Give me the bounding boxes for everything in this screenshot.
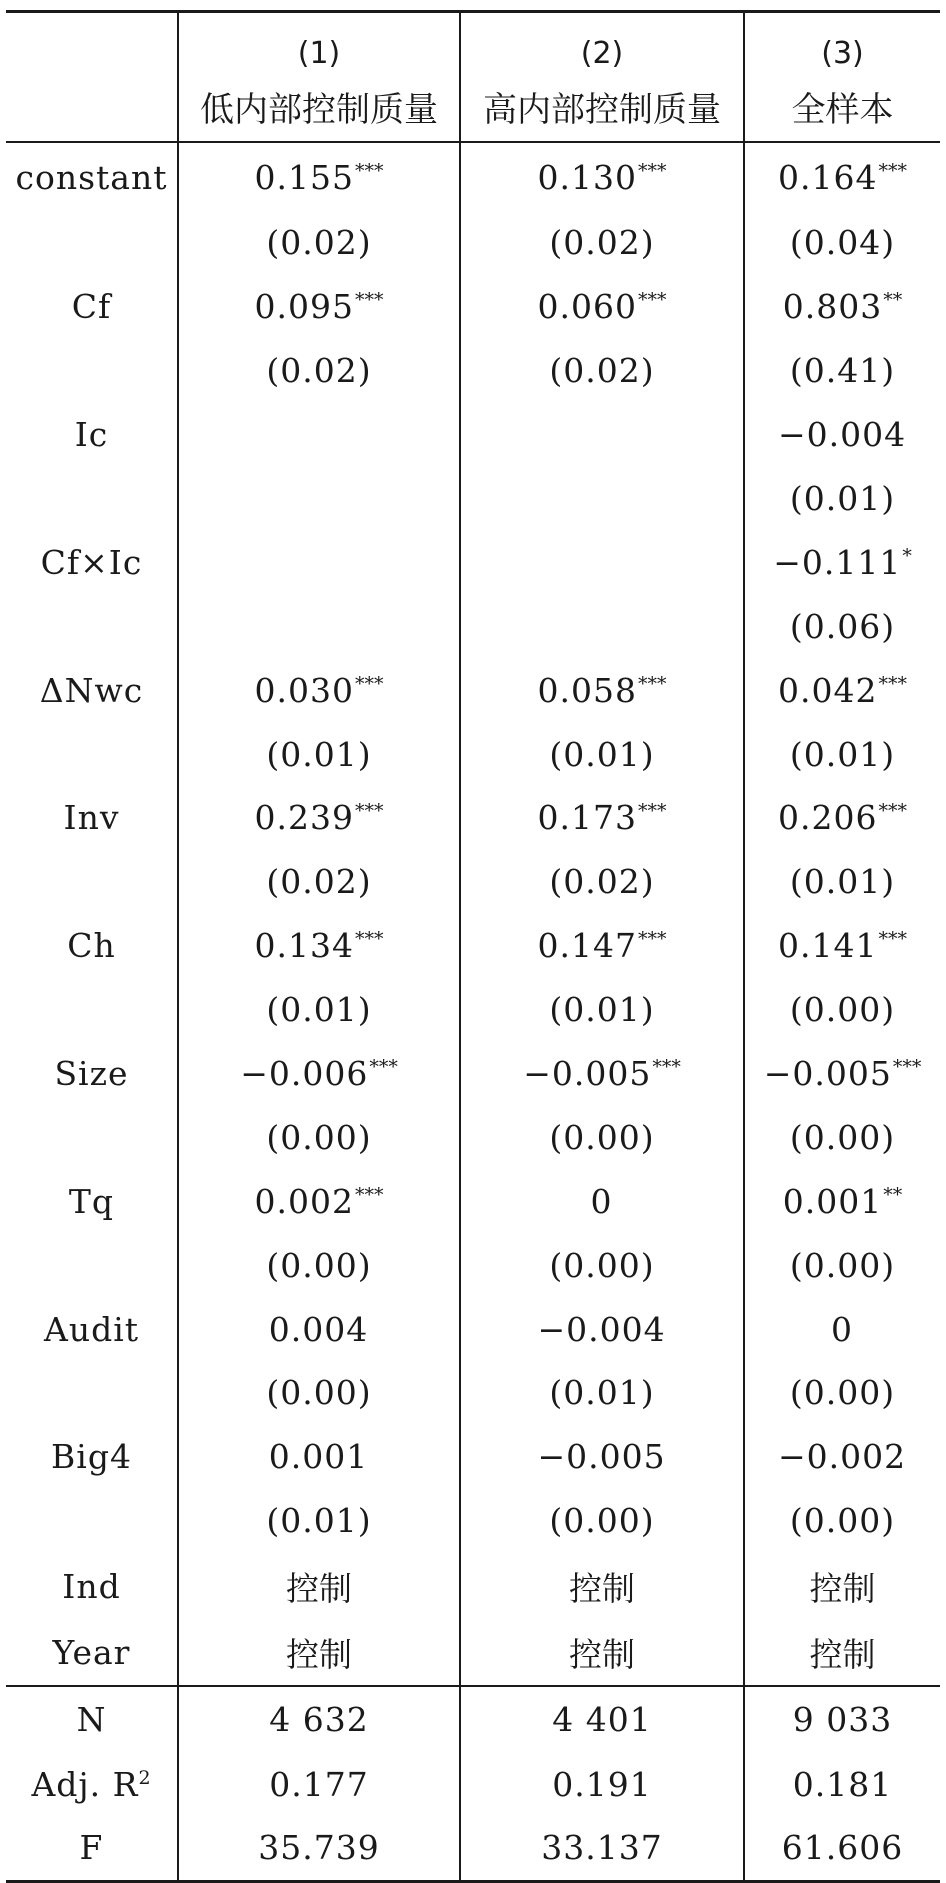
coefficient-value: 0.147 <box>537 926 637 966</box>
variable-label: Inv <box>6 786 178 850</box>
coefficient-value: 0.164 <box>778 157 878 197</box>
control-label: Year <box>6 1621 178 1686</box>
empty-label-cell <box>6 467 178 531</box>
table-row <box>6 722 940 786</box>
table-row <box>6 1042 940 1106</box>
stat-value: 0.181 <box>792 1764 893 1804</box>
standard-error-cell: (0.00) <box>789 1373 896 1413</box>
variable-label: Tq <box>6 1169 178 1233</box>
coefficient-cell <box>744 786 940 850</box>
coefficient-value: 0.130 <box>537 157 637 197</box>
coefficient-value: 0.206 <box>778 798 878 838</box>
stat-value: 4 401 <box>460 1686 744 1753</box>
significance-stars: *** <box>878 928 907 951</box>
stat-value: 9 033 <box>744 1686 940 1753</box>
variable-label: Ic <box>6 403 178 467</box>
coefficient-value: −0.005 <box>537 1437 666 1477</box>
significance-stars: *** <box>637 928 667 951</box>
coefficient-cell <box>178 403 460 467</box>
table-row <box>6 658 940 722</box>
header-corner <box>6 12 178 72</box>
coefficient-value: −0.111 <box>773 542 902 582</box>
coefficient-cell <box>744 142 940 211</box>
table-row <box>6 1489 940 1553</box>
coefficient-cell <box>744 275 940 339</box>
significance-stars: ** <box>883 289 903 312</box>
coefficient-cell <box>178 530 460 594</box>
standard-error-cell: (0.01) <box>789 734 896 774</box>
standard-error-cell: (0.00) <box>789 990 896 1030</box>
control-label: Ind <box>6 1553 178 1621</box>
significance-stars: *** <box>637 159 667 182</box>
standard-error-cell: (0.02) <box>178 339 460 403</box>
significance-stars: *** <box>637 672 667 695</box>
standard-error-cell: (0.00) <box>789 1245 896 1285</box>
coefficient-cell <box>744 530 940 594</box>
stat-value: 0.177 <box>178 1753 460 1817</box>
coefficient-value: 0.004 <box>268 1309 369 1349</box>
coefficient-rows <box>6 142 940 1553</box>
significance-stars: *** <box>354 159 384 182</box>
control-value: 控制 <box>460 1553 744 1621</box>
standard-error-cell: (0.02) <box>178 850 460 914</box>
stat-value: 35.739 <box>178 1816 460 1881</box>
column-name: 全样本 <box>744 71 940 142</box>
empty-label-cell <box>6 339 178 403</box>
standard-error-cell: (0.01) <box>789 862 896 902</box>
table-row <box>6 339 940 403</box>
significance-stars: *** <box>892 1056 922 1079</box>
table-row <box>6 1816 940 1881</box>
table-row <box>6 786 940 850</box>
coefficient-value: 0.060 <box>537 287 637 327</box>
coefficient-cell <box>744 1169 940 1233</box>
stat-label-text: Adj. R <box>31 1764 139 1804</box>
coefficient-cell <box>178 142 460 211</box>
coefficient-value: 0 <box>831 1309 853 1349</box>
standard-error-cell: (0.02) <box>460 211 744 275</box>
coefficient-value: 0.030 <box>254 670 354 710</box>
empty-label-cell <box>6 722 178 786</box>
coefficient-value: 0.141 <box>778 926 878 966</box>
coefficient-cell <box>460 142 744 211</box>
table-row <box>6 1621 940 1686</box>
coefficient-cell <box>744 1297 940 1361</box>
header-corner <box>6 71 178 142</box>
variable-label: Big4 <box>6 1425 178 1489</box>
table-row <box>6 1169 940 1233</box>
empty-label-cell <box>6 1105 178 1169</box>
significance-stars: *** <box>369 1056 398 1079</box>
standard-error-cell: (0.01) <box>789 479 896 518</box>
standard-error-cell <box>460 467 744 531</box>
standard-error-cell: (0.02) <box>460 339 744 403</box>
table-row <box>6 1233 940 1297</box>
significance-stars: *** <box>878 800 907 823</box>
empty-label-cell <box>6 978 178 1042</box>
significance-stars: *** <box>354 672 384 695</box>
significance-stars: *** <box>354 928 384 951</box>
column-name: 高内部控制质量 <box>460 71 744 142</box>
standard-error-cell: (0.00) <box>789 1501 896 1541</box>
coefficient-cell <box>460 1297 744 1361</box>
column-number: (2) <box>460 12 744 72</box>
coefficient-cell <box>460 1169 744 1233</box>
empty-label-cell <box>6 1361 178 1425</box>
coefficient-value: −0.004 <box>777 415 907 455</box>
column-number: (1) <box>178 12 460 72</box>
table-row <box>6 1361 940 1425</box>
standard-error-cell: (0.00) <box>178 1361 460 1425</box>
coefficient-cell <box>460 914 744 978</box>
coefficient-cell <box>178 914 460 978</box>
variable-label: constant <box>6 142 178 211</box>
table-row <box>6 275 940 339</box>
standard-error-cell <box>178 594 460 658</box>
standard-error-cell: (0.41) <box>789 351 896 391</box>
coefficient-value: −0.005 <box>523 1054 652 1094</box>
coefficient-value: 0.803 <box>782 287 883 327</box>
stat-value: 0.191 <box>460 1753 744 1817</box>
stat-value: 33.137 <box>460 1816 744 1881</box>
empty-label-cell <box>6 1233 178 1297</box>
table-row <box>6 467 940 531</box>
table-row <box>6 1297 940 1361</box>
column-number: (3) <box>821 36 864 71</box>
superscript: 2 <box>138 1766 152 1789</box>
summary-statistics <box>6 1686 940 1882</box>
coefficient-cell <box>460 403 744 467</box>
standard-error-cell: (0.01) <box>460 1361 744 1425</box>
table-row <box>6 850 940 914</box>
standard-error-cell: (0.02) <box>460 850 744 914</box>
table-row <box>6 142 940 211</box>
coefficient-value: 0.134 <box>254 926 354 966</box>
variable-label: Audit <box>6 1297 178 1361</box>
table-header <box>6 12 940 143</box>
standard-error-cell: (0.00) <box>460 1489 744 1553</box>
standard-error-cell: (0.00) <box>178 1233 460 1297</box>
coefficient-cell <box>178 1425 460 1489</box>
table-row <box>6 530 940 594</box>
standard-error-cell: (0.00) <box>178 1105 460 1169</box>
table-row <box>6 1105 940 1169</box>
significance-stars: *** <box>637 289 667 312</box>
coefficient-cell <box>460 658 744 722</box>
coefficient-value: 0.155 <box>254 157 354 197</box>
standard-error-cell: (0.01) <box>460 722 744 786</box>
variable-label: Cf <box>6 275 178 339</box>
table-row <box>6 211 940 275</box>
table-row <box>6 1425 940 1489</box>
coefficient-value: 0.042 <box>778 670 878 710</box>
stat-label-f: F <box>6 1816 178 1881</box>
coefficient-cell <box>178 786 460 850</box>
significance-stars: ** <box>883 1183 903 1206</box>
coefficient-cell <box>460 1042 744 1106</box>
standard-error-cell: (0.06) <box>789 606 896 646</box>
standard-error-cell: (0.01) <box>460 978 744 1042</box>
significance-stars: *** <box>637 800 667 823</box>
coefficient-cell <box>460 275 744 339</box>
control-value: 控制 <box>809 1635 876 1675</box>
coefficient-cell <box>460 786 744 850</box>
table-row <box>6 403 940 467</box>
coefficient-value: 0.001 <box>268 1437 369 1477</box>
variable-label: Ch <box>6 914 178 978</box>
coefficient-cell <box>744 914 940 978</box>
standard-error-cell: (0.00) <box>460 1233 744 1297</box>
coefficient-value: −0.006 <box>240 1054 369 1094</box>
coefficient-value: 0.173 <box>537 798 637 838</box>
standard-error-cell <box>178 467 460 531</box>
control-value: 控制 <box>178 1553 460 1621</box>
coefficient-cell <box>178 1169 460 1233</box>
coefficient-value: −0.005 <box>763 1054 892 1094</box>
table-row <box>6 978 940 1042</box>
variable-label: Cf×Ic <box>6 530 178 594</box>
table-row <box>6 1553 940 1621</box>
empty-label-cell <box>6 211 178 275</box>
standard-error-cell: (0.01) <box>178 1489 460 1553</box>
coefficient-cell <box>178 1297 460 1361</box>
coefficient-cell <box>744 658 940 722</box>
coefficient-cell <box>178 658 460 722</box>
table-row <box>6 594 940 658</box>
standard-error-cell: (0.01) <box>178 722 460 786</box>
coefficient-value: 0.239 <box>254 798 354 838</box>
coefficient-value: −0.004 <box>537 1309 666 1349</box>
significance-stars: *** <box>354 800 384 823</box>
coefficient-cell <box>744 1425 940 1489</box>
significance-stars: *** <box>354 1183 384 1206</box>
coefficient-cell <box>744 403 940 467</box>
table-row <box>6 1753 940 1817</box>
table-row <box>6 914 940 978</box>
coefficient-cell <box>460 530 744 594</box>
regression-table <box>6 10 940 1883</box>
standard-error-cell <box>460 594 744 658</box>
significance-stars: * <box>902 544 912 567</box>
table-row <box>6 1686 940 1753</box>
significance-stars: *** <box>878 159 907 182</box>
stat-value: 61.606 <box>781 1828 904 1868</box>
standard-error-cell: (0.02) <box>178 211 460 275</box>
empty-label-cell <box>6 850 178 914</box>
significance-stars: *** <box>878 672 907 695</box>
significance-stars: *** <box>652 1056 681 1079</box>
standard-error-cell: (0.01) <box>178 978 460 1042</box>
variable-label: Size <box>6 1042 178 1106</box>
stat-label-adj-r2 <box>6 1753 178 1817</box>
column-name: 低内部控制质量 <box>178 71 460 142</box>
coefficient-cell <box>178 275 460 339</box>
variable-label: ΔNwc <box>6 658 178 722</box>
coefficient-value: −0.002 <box>777 1437 907 1477</box>
significance-stars: *** <box>354 289 384 312</box>
coefficient-value: 0.095 <box>254 287 354 327</box>
standard-error-cell: (0.04) <box>789 223 896 263</box>
coefficient-value: 0 <box>590 1181 613 1221</box>
control-value: 控制 <box>809 1569 876 1609</box>
stat-value: 4 632 <box>178 1686 460 1753</box>
control-value: 控制 <box>460 1621 744 1686</box>
standard-error-cell: (0.00) <box>460 1105 744 1169</box>
standard-error-cell: (0.00) <box>789 1117 896 1157</box>
coefficient-cell <box>178 1042 460 1106</box>
control-rows <box>6 1553 940 1686</box>
empty-label-cell <box>6 594 178 658</box>
coefficient-cell <box>460 1425 744 1489</box>
coefficient-value: 0.058 <box>537 670 637 710</box>
stat-label-n: N <box>6 1686 178 1753</box>
coefficient-value: 0.002 <box>254 1181 354 1221</box>
control-value: 控制 <box>178 1621 460 1686</box>
coefficient-cell <box>744 1042 940 1106</box>
coefficient-value: 0.001 <box>782 1181 883 1221</box>
empty-label-cell <box>6 1489 178 1553</box>
